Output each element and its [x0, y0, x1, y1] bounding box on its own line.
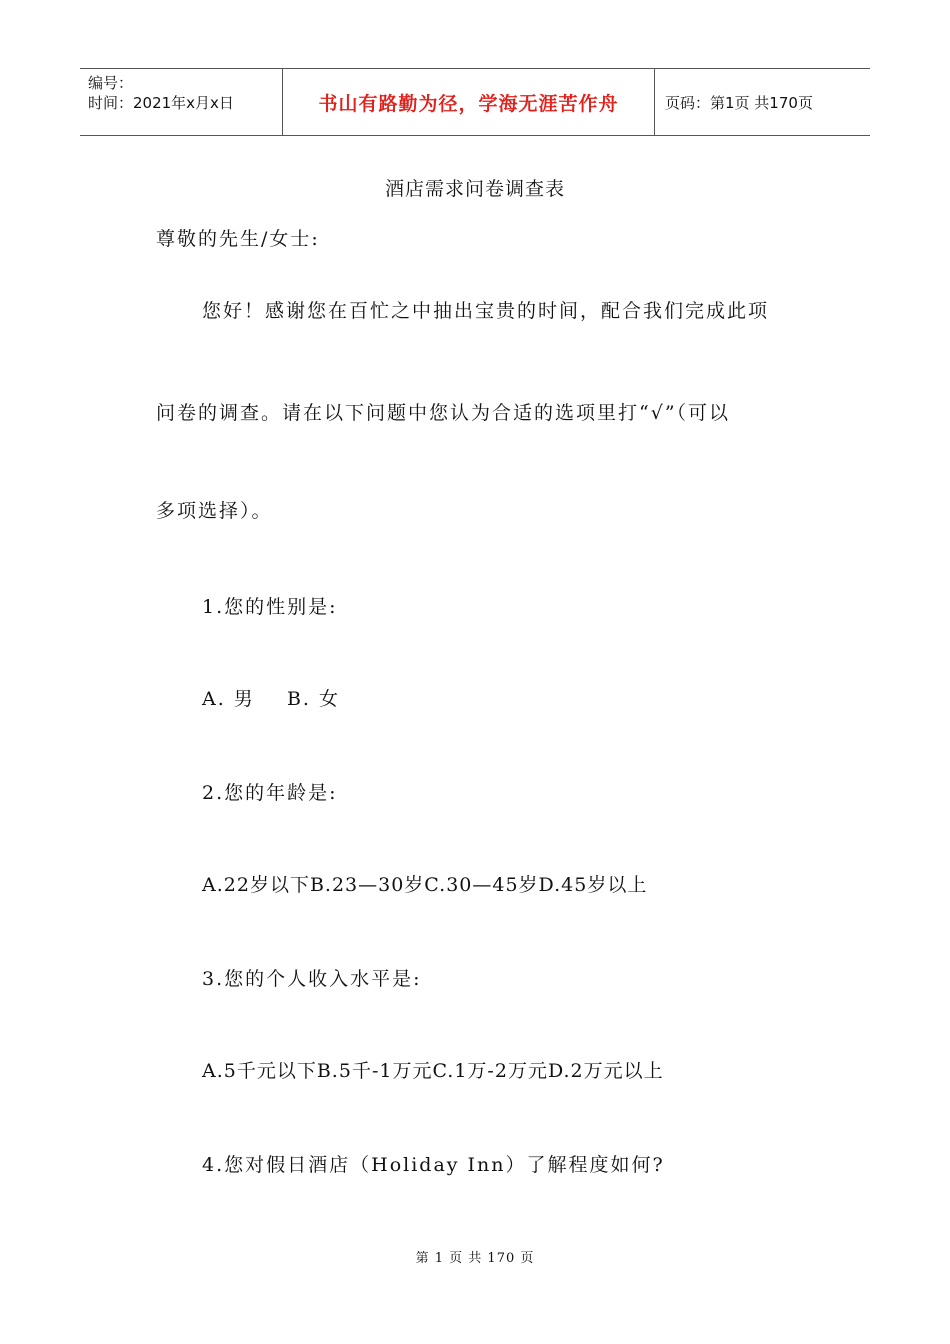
intro-line-3: 多项选择）。 — [156, 500, 273, 522]
question-1-options: A. 男 B. 女 — [202, 688, 341, 710]
question-2: 2.您的年龄是: — [202, 782, 338, 804]
document-title: 酒店需求问卷调查表 — [384, 178, 565, 200]
header-motto-cell — [282, 69, 655, 135]
question-2-options: A.22岁以下B.23—30岁C.30—45岁D.45岁以上 — [202, 874, 648, 896]
header-meta — [80, 69, 282, 135]
header-page-info: 页码：第1页 共170页 — [665, 93, 813, 112]
question-4: 4.您对假日酒店（Holiday Inn）了解程度如何? — [202, 1154, 665, 1176]
page-footer: 第 1 页 共 170 页 — [415, 1251, 535, 1266]
question-3: 3.您的个人收入水平是: — [202, 968, 422, 990]
number-label: 编号： — [88, 74, 134, 92]
question-1: 1.您的性别是: — [202, 596, 338, 618]
header-motto: 书山有路勤为径，学海无涯苦作舟 — [318, 92, 619, 115]
intro-line-2: 问卷的调查。请在以下问题中您认为合适的选项里打“√”（可以 — [156, 402, 731, 424]
time-label: 时间：2021年x月x日 — [88, 94, 234, 112]
salutation: 尊敬的先生/女士: — [156, 228, 320, 250]
question-3-options: A.5千元以下B.5千-1万元C.1万-2万元D.2万元以上 — [202, 1060, 664, 1082]
intro-line-1: 您好！感谢您在百忙之中抽出宝贵的时间，配合我们完成此项 — [202, 300, 770, 322]
header-table — [80, 68, 870, 136]
